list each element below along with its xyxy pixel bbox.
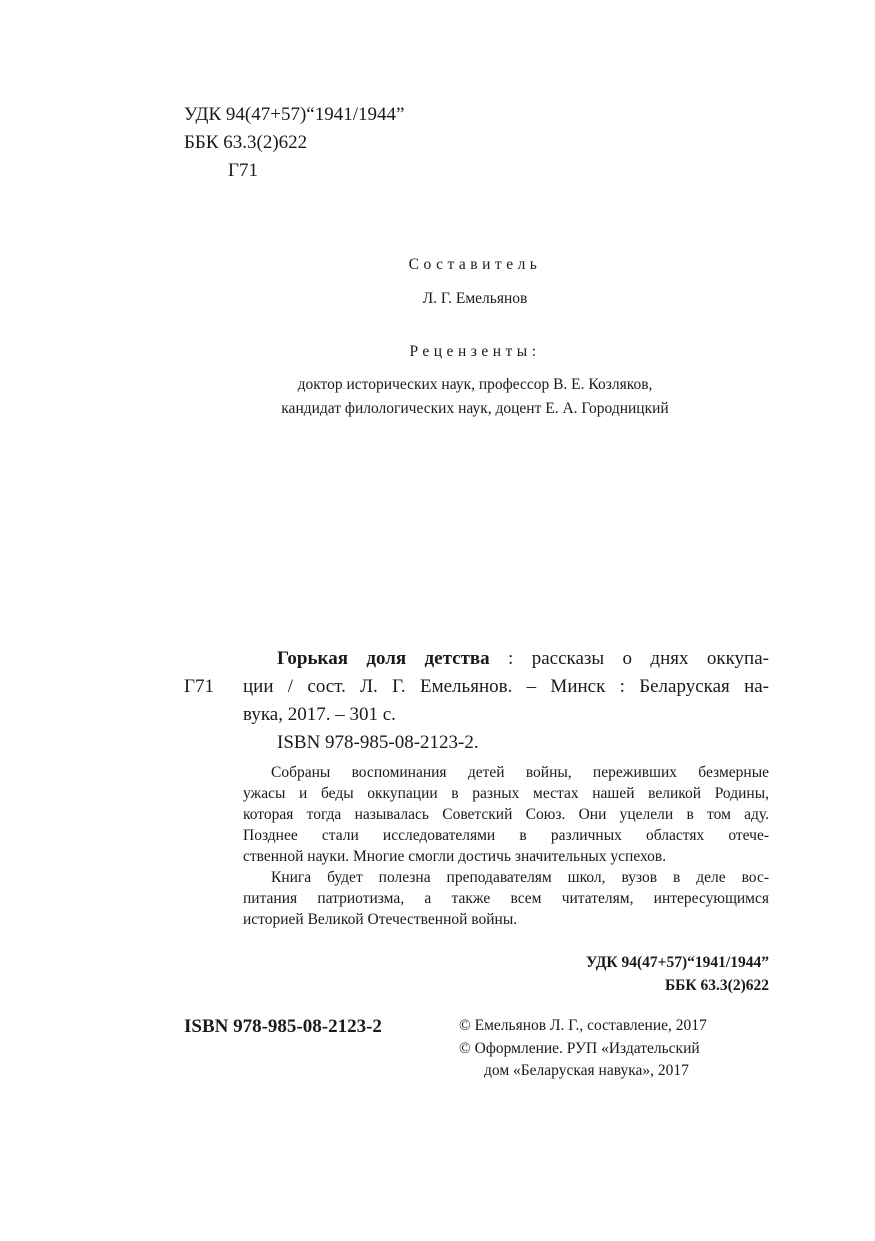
reviewers-heading: Рецензенты:: [409, 343, 541, 360]
author-mark: Г71: [228, 160, 258, 181]
abstract-line: Позднее стали исследователями в различных областях отече-: [243, 827, 769, 844]
copyright-line-2: © Оформление. РУП «Издательский: [459, 1040, 700, 1057]
record-subtitle: : рассказы о днях оккупа-: [489, 648, 769, 669]
abstract-line: Книга будет полезна преподавателям школ, вузов в деле вос-: [271, 869, 769, 886]
abstract-line: Собраны воспоминания детей войны, переживших безмерные: [271, 764, 769, 781]
book-title: Горькая доля детства: [277, 648, 490, 669]
record-mark: Г71: [184, 676, 214, 697]
abstract-line: ственной науки. Многие смогли достичь значительных успехов.: [243, 848, 667, 865]
abstract-line: ужасы и беды оккупации в разных местах нашей великой Родины,: [243, 785, 769, 802]
abstract-paragraph-2: [243, 867, 769, 930]
abstract-line: историей Великой Отечественной войны.: [243, 911, 518, 928]
udk-code-bottom: УДК 94(47+57)“1941/1944”: [585, 954, 769, 971]
bbk-code: ББК 63.3(2)622: [184, 132, 308, 153]
abstract-line: питания патриотизма, а также всем читателям, интересующимся: [243, 890, 769, 907]
abstract-paragraph-1: [243, 762, 769, 867]
reviewer-line-1: доктор исторических наук, профессор В. Е. Козляков,: [297, 376, 653, 393]
compiler-heading: Составитель: [408, 256, 542, 273]
record-isbn: ISBN 978-985-08-2123-2.: [277, 732, 479, 753]
compiler-name: Л. Г. Емельянов: [422, 290, 528, 307]
record-line-3: вука, 2017. – 301 с.: [243, 704, 396, 725]
record-line-2: ции / сост. Л. Г. Емельянов. – Минск : Беларуская на-: [243, 676, 769, 697]
isbn-bold: ISBN 978-985-08-2123-2: [184, 1016, 382, 1037]
copyright-line-3: дом «Беларуская навука», 2017: [484, 1062, 689, 1079]
abstract-line: которая тогда называлась Советский Союз. Они уцелели в том аду.: [243, 806, 769, 823]
copyright-line-1: © Емельянов Л. Г., составление, 2017: [459, 1017, 707, 1034]
udk-code: УДК 94(47+57)“1941/1944”: [184, 104, 405, 125]
bbk-code-bottom: ББК 63.3(2)622: [664, 977, 769, 994]
record-line-1: [277, 648, 769, 670]
reviewer-line-2: кандидат филологических наук, доцент Е. А. Городницкий: [281, 400, 669, 417]
